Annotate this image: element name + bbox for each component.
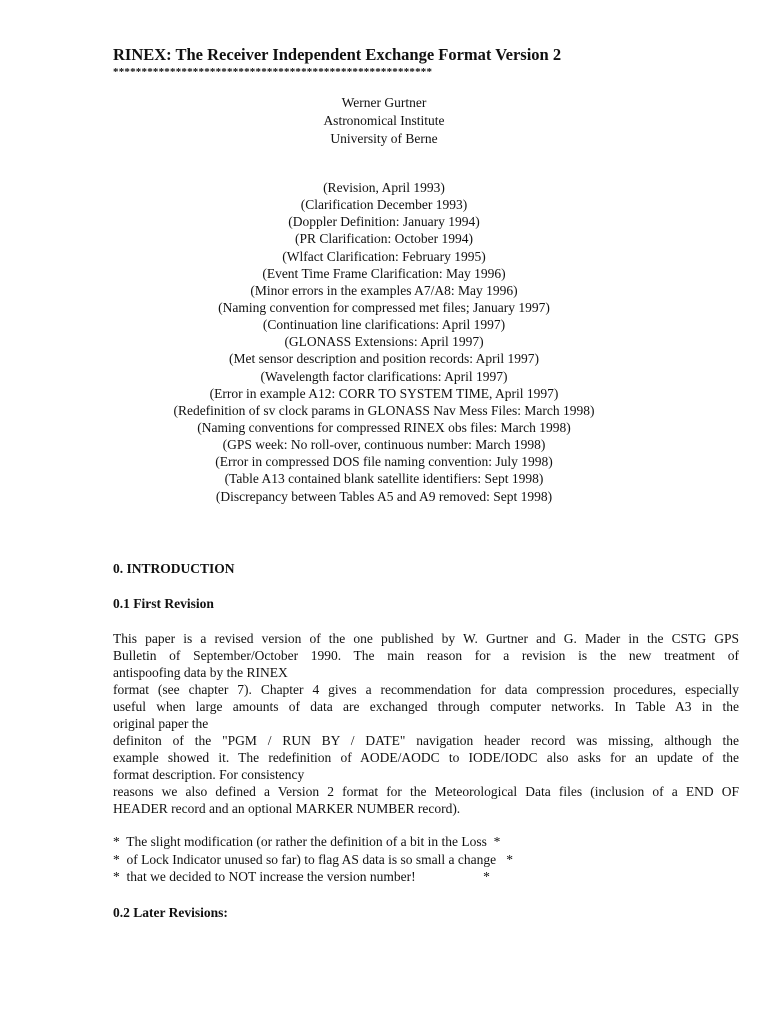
paragraph-line: Bulletin of September/October 1990. The main reason for a revision is the new treatment of	[113, 648, 739, 663]
author-university: University of Berne	[330, 131, 438, 146]
author-name: Werner Gurtner	[341, 95, 427, 110]
paragraph-line: example showed it. The redefinition of AODE/AODC to IODE/IODC also asks for an update of the	[113, 750, 739, 765]
revision-entry: (Doppler Definition: January 1994)	[288, 214, 480, 230]
paragraph-line: definiton of the "PGM / RUN BY / DATE" navigation header record was missing, although the	[113, 733, 739, 748]
asterisk-note-box	[113, 833, 739, 886]
revision-entry: (Naming conventions for compressed RINEX obs files: March 1998)	[197, 419, 571, 435]
revision-entry: (Minor errors in the examples A7/A8: May 1996)	[250, 282, 518, 298]
revision-entry: (Wlfact Clarification: February 1995)	[282, 248, 486, 264]
note-line: * that we decided to NOT increase the version number! *	[113, 869, 490, 884]
paragraph-line: format description. For consistency	[113, 767, 305, 782]
author-block	[0, 94, 768, 148]
revision-entry: (Error in example A12: CORR TO SYSTEM TIME, April 1997)	[209, 385, 559, 401]
author-institute: Astronomical Institute	[323, 113, 445, 128]
paragraph-line: antispoofing data by the RINEX	[113, 665, 288, 680]
revision-entry: (GPS week: No roll-over, continuous number: March 1998)	[222, 437, 546, 453]
section-heading-later-revisions: 0.2 Later Revisions:	[113, 905, 228, 920]
paragraph-line: original paper the	[113, 716, 209, 731]
introduction-paragraph	[113, 630, 739, 817]
revision-entry: (Naming convention for compressed met files; January 1997)	[218, 299, 550, 315]
revision-entry: (GLONASS Extensions: April 1997)	[284, 334, 484, 350]
revision-entry: (Event Time Frame Clarification: May 1996)	[262, 265, 506, 281]
section-heading-introduction: 0. INTRODUCTION	[113, 561, 235, 576]
title-underline-stars: ********************************************************	[113, 66, 433, 78]
revision-entry: (PR Clarification: October 1994)	[294, 231, 474, 247]
revision-entry: (Met sensor description and position records: April 1997)	[228, 351, 540, 367]
section-heading-first-revision: 0.1 First Revision	[113, 596, 214, 611]
revision-entry: (Continuation line clarifications: April 1997)	[262, 317, 506, 333]
document-title: RINEX: The Receiver Independent Exchange Format Version 2	[113, 45, 562, 64]
paragraph-line: This paper is a revised version of the one published by W. Gurtner and G. Mader in the CSTG GPS	[113, 631, 739, 646]
paragraph-line: HEADER record and an optional MARKER NUMBER record).	[113, 801, 461, 816]
revision-entry: (Table A13 contained blank satellite identifiers: Sept 1998)	[224, 471, 544, 487]
paragraph-line: reasons we also defined a Version 2 format for the Meteorological Data files (inclusion of a END OF	[113, 784, 739, 799]
revision-entry: (Error in compressed DOS file naming convention: July 1998)	[215, 454, 553, 470]
note-line: * of Lock Indicator unused so far) to flag AS data is so small a change *	[113, 851, 514, 867]
revision-entry: (Redefinition of sv clock params in GLONASS Nav Mess Files: March 1998)	[173, 402, 595, 418]
revision-history	[0, 179, 768, 505]
revision-entry: (Clarification December 1993)	[300, 197, 468, 213]
revision-entry: (Revision, April 1993)	[323, 180, 445, 195]
note-line: * The slight modification (or rather the definition of a bit in the Loss *	[113, 834, 501, 849]
paragraph-line: useful when large amounts of data are exchanged through computer networks. In Table A3 in the	[113, 699, 739, 714]
paragraph-line: format (see chapter 7). Chapter 4 gives a recommendation for data compression procedures, especially	[113, 682, 739, 697]
revision-entry: (Wavelength factor clarifications: April 1997)	[260, 368, 508, 384]
revision-entry: (Discrepancy between Tables A5 and A9 removed: Sept 1998)	[215, 488, 553, 504]
